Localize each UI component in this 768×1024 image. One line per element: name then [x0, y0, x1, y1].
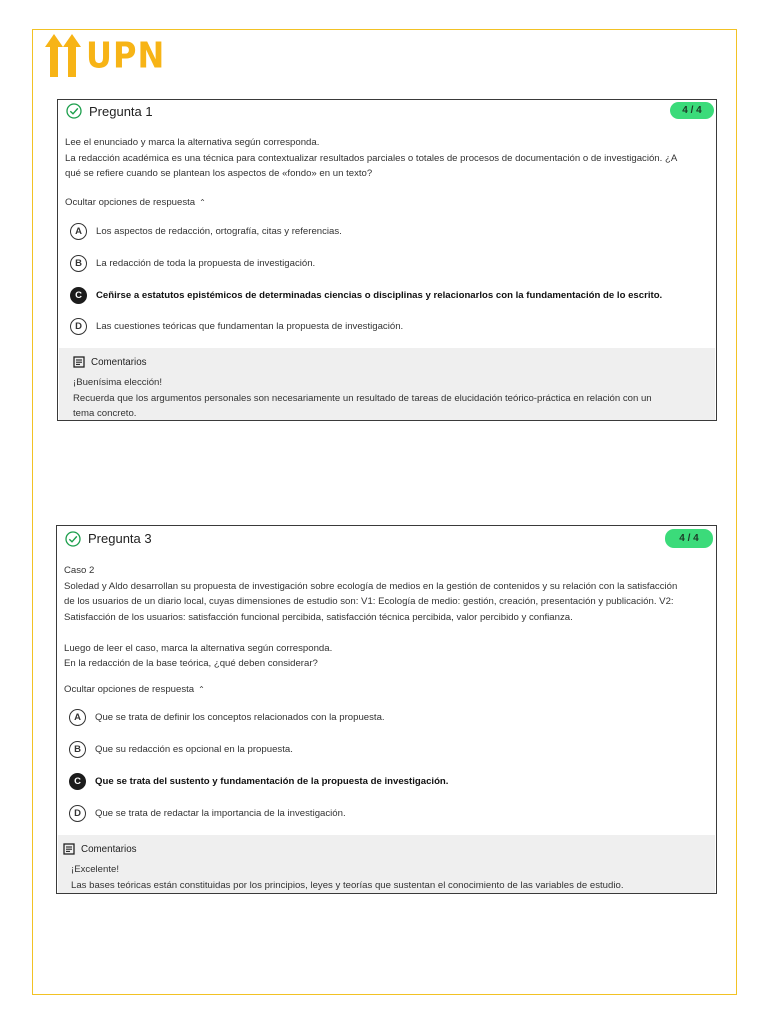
- question-header: [66, 100, 716, 122]
- option-letter: C: [70, 287, 87, 304]
- logo-text: UPN: [86, 33, 166, 77]
- hide-options-toggle[interactable]: [65, 197, 206, 208]
- prompt-line: Soledad y Aldo desarrollan su propuesta de investigación sobre ecología de medios en la gestión de contenidos y su relación con la satisfacción: [64, 580, 678, 592]
- question-prompt: [65, 135, 712, 182]
- option-text: Que su redacción es opcional en la propuesta.: [95, 743, 293, 755]
- option-text: Que se trata del sustento y fundamentación de la propuesta de investigación.: [95, 775, 449, 787]
- comments-header: [63, 843, 137, 855]
- option-letter: B: [69, 741, 86, 758]
- option-text: Que se trata de redactar la importancia de la investigación.: [95, 807, 346, 819]
- option-letter: A: [69, 709, 86, 726]
- prompt-line: qué se refiere cuando se plantean los aspectos de «fondo» en un texto?: [65, 168, 373, 179]
- comments-panel: [59, 348, 715, 421]
- option-c-selected[interactable]: [70, 284, 710, 306]
- question-card-3: [56, 525, 717, 894]
- question-card-1: [57, 99, 717, 421]
- option-a[interactable]: [70, 220, 710, 242]
- option-d[interactable]: [70, 315, 710, 337]
- comments-label: Comentarios: [91, 356, 147, 368]
- hide-options-toggle[interactable]: [64, 684, 205, 695]
- score-badge: 4 / 4: [670, 102, 714, 119]
- comment-line: Recuerda que los argumentos personales son necesariamente un resultado de tareas de elucidación teórico-práctica en relación con un: [73, 392, 652, 404]
- option-letter: B: [70, 255, 87, 272]
- upn-arrows-icon: [45, 31, 83, 79]
- question-prompt: [64, 563, 712, 672]
- prompt-line: [64, 625, 712, 641]
- option-c-selected[interactable]: [69, 770, 710, 792]
- chevron-up-icon: ⌃: [199, 198, 206, 207]
- question-title: Pregunta 1: [89, 103, 153, 119]
- option-d[interactable]: [69, 802, 710, 824]
- question-header: [65, 526, 716, 551]
- prompt-line: Luego de leer el caso, marca la alternativa según corresponda.: [64, 642, 333, 654]
- option-letter: D: [70, 318, 87, 335]
- comment-line: tema concreto.: [73, 408, 137, 419]
- check-circle-icon: [65, 531, 81, 547]
- toggle-label: Ocultar opciones de respuesta: [64, 684, 195, 695]
- option-b[interactable]: [70, 252, 710, 274]
- option-text: Las cuestiones teóricas que fundamentan la propuesta de investigación.: [96, 320, 404, 332]
- toggle-label: Ocultar opciones de respuesta: [65, 197, 196, 208]
- option-text: La redacción de toda la propuesta de investigación.: [96, 257, 316, 269]
- comment-line: Las bases teóricas están constituidas por los principios, leyes y teorías que sustentan el conocimiento de las variables de estudio.: [71, 879, 624, 891]
- comments-panel: [58, 835, 715, 894]
- prompt-line: Lee el enunciado y marca la alternativa según corresponda.: [65, 137, 320, 148]
- option-letter: A: [70, 223, 87, 240]
- comment-icon: [73, 356, 85, 368]
- comments-header: [73, 356, 147, 368]
- check-circle-icon: [66, 103, 82, 119]
- comments-text: [71, 862, 701, 893]
- option-text: Que se trata de definir los conceptos relacionados con la propuesta.: [95, 711, 385, 723]
- prompt-line: La redacción académica es una técnica para contextualizar resultados parciales o totales de procesos de documentación o de investigación. ¿A: [65, 152, 678, 164]
- chevron-up-icon: ⌃: [198, 685, 205, 694]
- option-b[interactable]: [69, 738, 710, 760]
- upn-logo: [45, 31, 165, 79]
- comment-line: ¡Buenísima elección!: [73, 377, 163, 388]
- option-a[interactable]: [69, 706, 710, 728]
- comments-text: [73, 375, 701, 421]
- option-letter: C: [69, 773, 86, 790]
- comment-line: ¡Excelente!: [71, 864, 119, 875]
- option-text: Ceñirse a estatutos epistémicos de determinadas ciencias o disciplinas y relacionarlos con la fundamentación de lo escrito.: [96, 289, 663, 301]
- score-badge: 4 / 4: [665, 529, 713, 548]
- prompt-line: de los usuarios de un diario local, cuyas dimensiones de estudio son: V1: Ecología de medio: gestión, creación, presentación y publicación. V2:: [64, 596, 674, 607]
- prompt-line: Satisfacción de los usuarios: satisfacción funcional percibida, satisfacción técnica percibida, valor percibido y confianza.: [64, 611, 573, 623]
- prompt-line: Caso 2: [64, 565, 95, 576]
- prompt-line: En la redacción de la base teórica, ¿qué deben considerar?: [64, 658, 318, 669]
- question-title: Pregunta 3: [88, 531, 152, 546]
- option-letter: D: [69, 805, 86, 822]
- comments-label: Comentarios: [81, 843, 137, 855]
- option-text: Los aspectos de redacción, ortografía, citas y referencias.: [96, 225, 342, 237]
- comment-icon: [63, 843, 75, 855]
